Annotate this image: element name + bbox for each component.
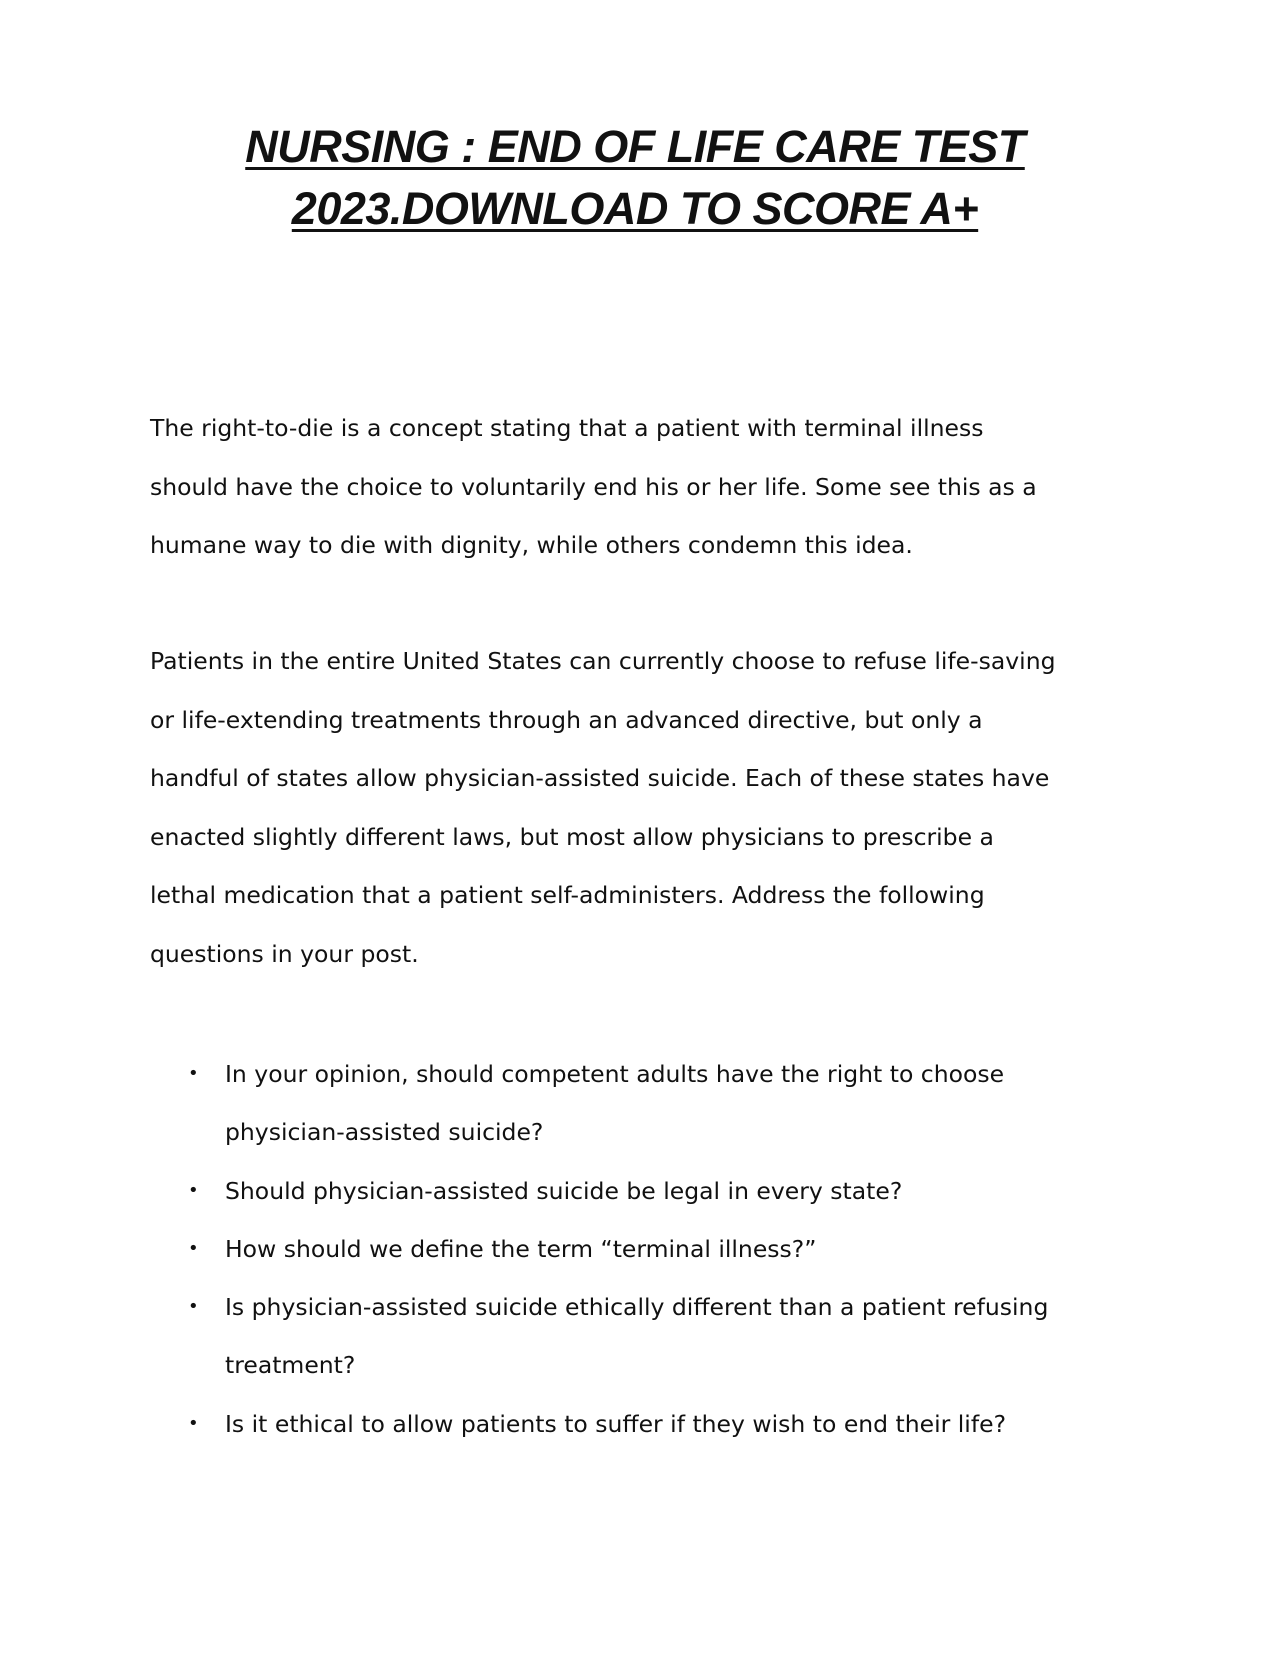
list-item-line: Is physician-assisted suicide ethically different than a patient refusing [225,1293,1049,1322]
list-item-line: How should we define the term “terminal illness?” [225,1234,817,1263]
title-line: 2023.DOWNLOAD TO SCORE A+ [291,183,979,234]
questions-list [150,1045,1130,1453]
paragraph-line: questions in your post. [150,939,419,968]
intro-paragraph [150,399,1130,575]
paragraph-line: The right-to-die is a concept stating that a patient with terminal illness [150,414,984,442]
paragraph-line: handful of states allow physician-assisted suicide. Each of these states have [150,764,1050,792]
document-title [140,116,1130,240]
paragraph-line: enacted slightly different laws, but most allow physicians to prescribe a [150,822,994,851]
paragraph-line: or life-extending treatments through an advanced directive, but only a [150,705,983,734]
list-item-line: In your opinion, should competent adults have the right to choose [225,1060,1005,1088]
paragraph-line: humane way to die with dignity, while others condemn this idea. [150,531,913,559]
list-item [150,1162,1130,1220]
bullet-icon: • [188,1412,199,1434]
bullet-icon: • [188,1296,199,1318]
list-item-line: Should physician-assisted suicide be legal in every state? [225,1176,903,1205]
list-item [150,1220,1130,1278]
list-item [150,1045,1130,1162]
bullet-icon: • [188,1063,199,1084]
paragraph-line: Patients in the entire United States can currently choose to refuse life-saving [150,647,1056,675]
context-paragraph [150,632,1130,983]
paragraph-line: should have the choice to voluntarily end his or her life. Some see this as a [150,472,1037,501]
bullet-icon: • [188,1179,199,1201]
title-line: NURSING : END OF LIFE CARE TEST [245,121,1025,172]
paragraph-line: lethal medication that a patient self-administers. Address the following [150,881,985,909]
list-item-line: treatment? [225,1351,356,1380]
list-item [150,1395,1130,1453]
bullet-icon: • [188,1237,199,1259]
list-item-line: Is it ethical to allow patients to suffer if they wish to end their life? [225,1409,1007,1438]
list-item [150,1278,1130,1395]
list-item-line: physician-assisted suicide? [225,1118,544,1147]
